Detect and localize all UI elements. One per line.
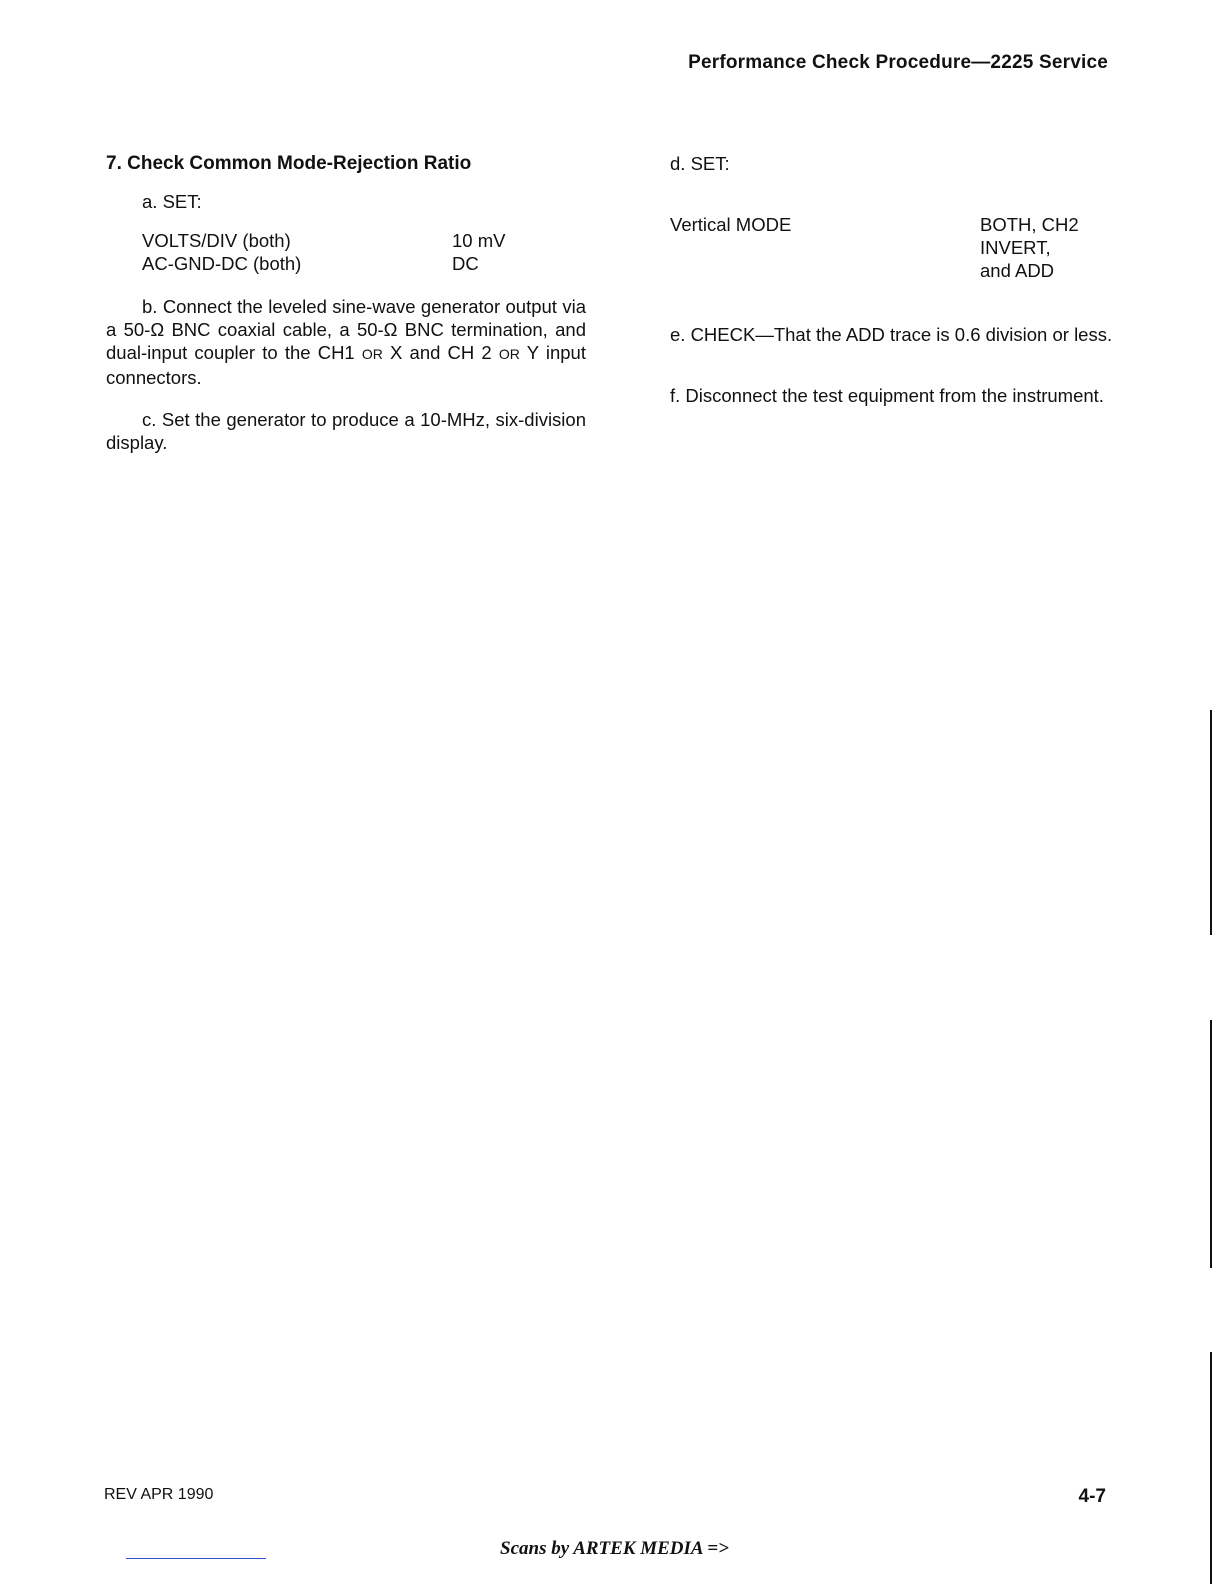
left-column (106, 150, 586, 454)
or-small-caps: OR (361, 346, 383, 362)
setting-value: 10 mV (452, 230, 506, 251)
scan-link-underline[interactable] (126, 1558, 266, 1559)
step-b-paragraph: b. Connect the leveled sine-wave generator output via a 50-Ω BNC coaxial cable, a 50-Ω BNC termination, and dual-input coupler to the CH1 OR X and CH 2 OR Y input connectors. (106, 296, 586, 388)
running-header: Performance Check Procedure—2225 Service (688, 52, 1108, 73)
step-d-settings-table (670, 213, 1114, 282)
setting-control: AC-GND-DC (both) (142, 253, 302, 274)
step-f-paragraph: f. Disconnect the test equipment from the instrument. (670, 385, 1104, 406)
step-c-paragraph: c. Set the generator to produce a 10-MHz, six-division display. (106, 409, 586, 453)
step-e-paragraph: e. CHECK—That the ADD trace is 0.6 division or less. (670, 324, 1113, 345)
scan-edge-mark (1210, 1020, 1212, 1268)
setting-control: Vertical MODE (670, 214, 792, 235)
step-a-heading: a. SET: (142, 191, 202, 212)
setting-value: DC (452, 253, 479, 274)
scan-edge-mark (1210, 1352, 1212, 1584)
step-a-settings-table (142, 229, 586, 275)
revision-date: REV APR 1990 (104, 1486, 214, 1503)
scan-edge-mark (1210, 710, 1212, 935)
right-column (634, 150, 1114, 407)
or-small-caps: OR (498, 346, 520, 362)
setting-value: BOTH, CH2 INVERT, and ADD (980, 214, 1079, 281)
scan-credit: Scans by ARTEK MEDIA => (500, 1538, 729, 1559)
setting-control: VOLTS/DIV (both) (142, 230, 291, 251)
section-title: 7. Check Common Mode-Rejection Ratio (106, 153, 472, 174)
step-d-heading: d. SET: (670, 153, 730, 174)
page-number: 4-7 (1078, 1486, 1106, 1507)
